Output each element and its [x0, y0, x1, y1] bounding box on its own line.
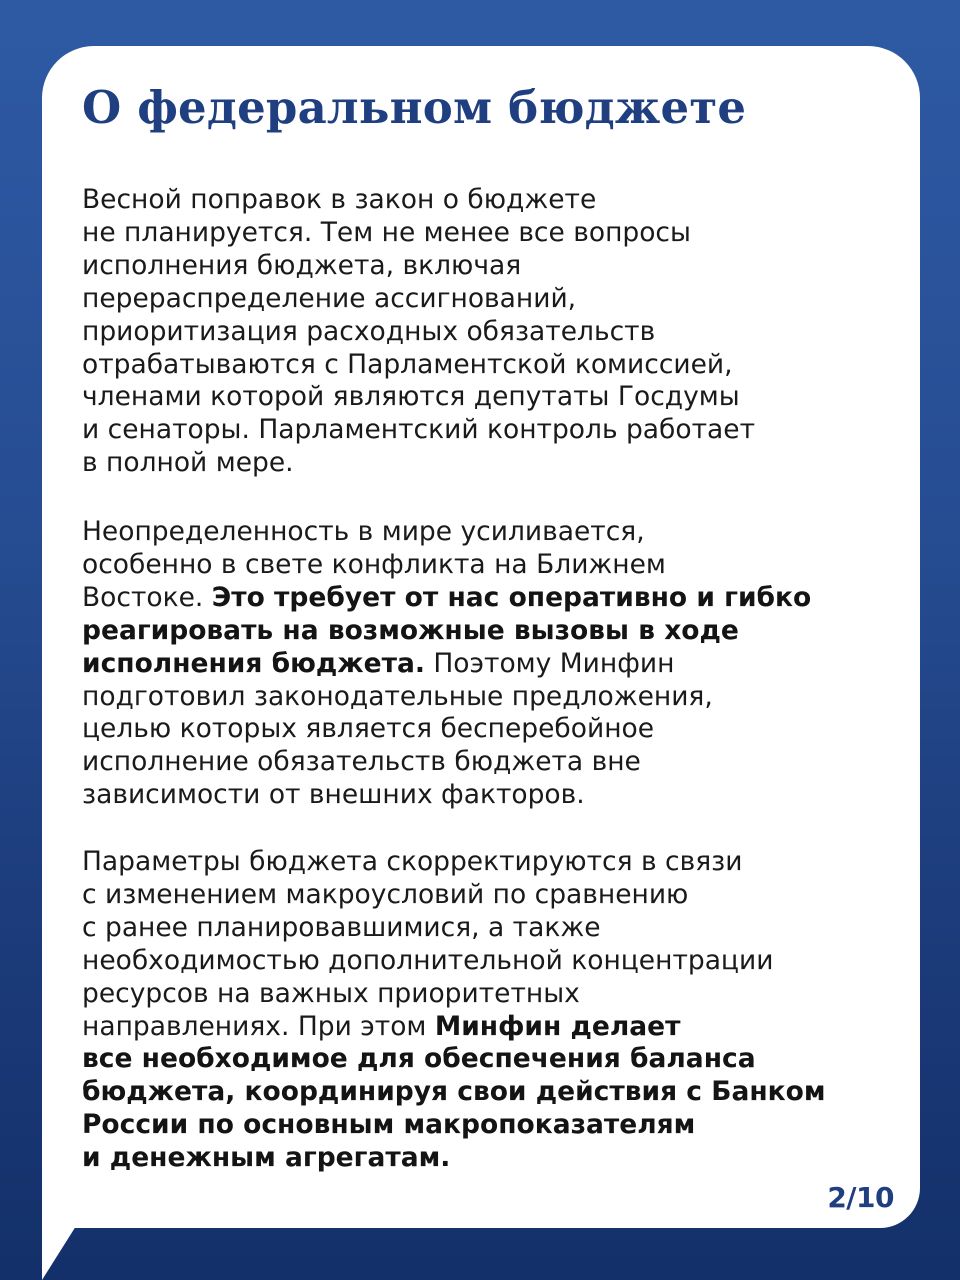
bold-text: бюджета, координируя свои действия с Банком — [82, 1076, 826, 1108]
bold-text: Минфин делает — [434, 1010, 681, 1042]
text-line: членами которой являются депутаты Госдумы — [82, 381, 740, 413]
text-line: приоритизация расходных обязательств — [82, 315, 656, 347]
text-line: подготовил законодательные предложения, — [82, 680, 713, 712]
text-line: особенно в свете конфликта на Ближнем — [82, 548, 666, 580]
text-fragment: направлениях. При этом — [82, 1010, 435, 1042]
text-line — [82, 1142, 826, 1175]
text-fragment: Поэтому Минфин — [424, 647, 675, 679]
text-line: Весной поправок в закон о бюджете — [82, 184, 597, 215]
paragraph-budget-amendments — [82, 184, 755, 480]
text-line: исполнения бюджета, включая — [82, 249, 522, 281]
text-line: отрабатываются с Парламентской комиссией, — [82, 348, 733, 380]
text-line — [82, 1109, 826, 1142]
paragraph-uncertainty — [82, 516, 811, 812]
text-fragment: Востоке. — [82, 581, 212, 613]
text-line: Параметры бюджета скорректируются в связи — [82, 846, 743, 877]
bold-text: реагировать на возможные вызовы в ходе — [82, 614, 739, 646]
text-line: и сенаторы. Парламентский контроль работает — [82, 414, 756, 446]
page-indicator: 2/10 — [827, 1181, 894, 1214]
text-line: зависимости от внешних факторов. — [82, 779, 585, 811]
text-line: не планируется. Тем не менее все вопросы — [82, 216, 691, 248]
text-line: с изменением макроусловий по сравнению — [82, 878, 689, 910]
text-line: с ранее планировавшимися, а также — [82, 911, 601, 943]
speech-bubble-tail — [42, 1226, 76, 1280]
text-line — [82, 648, 811, 681]
page-title: О федеральном бюджете — [82, 81, 747, 134]
text-line: необходимостью дополнительной концентрации — [82, 944, 774, 976]
text-line: ресурсов на важных приоритетных — [82, 977, 580, 1009]
paragraph-budget-parameters — [82, 846, 826, 1175]
bold-text: России по основным макропоказателям — [82, 1109, 696, 1141]
bold-text: исполнения бюджета. — [82, 647, 425, 679]
text-line — [82, 615, 811, 648]
text-line: перераспределение ассигнований, — [82, 282, 577, 314]
text-line: целью которых является бесперебойное — [82, 713, 655, 745]
content-card — [42, 46, 920, 1228]
text-line — [82, 1043, 826, 1076]
text-line: Неопределенность в мире усиливается, — [82, 516, 645, 547]
bold-text: Это требует от нас оперативно и гибко — [211, 581, 812, 613]
text-line: исполнение обязательств бюджета вне — [82, 746, 641, 778]
text-line — [82, 1076, 826, 1109]
bold-text: и денежным агрегатам. — [82, 1142, 451, 1174]
text-line: в полной мере. — [82, 447, 294, 479]
text-line — [82, 582, 811, 615]
bold-text: все необходимое для обеспечения баланса — [82, 1043, 756, 1075]
text-line — [82, 1011, 826, 1044]
